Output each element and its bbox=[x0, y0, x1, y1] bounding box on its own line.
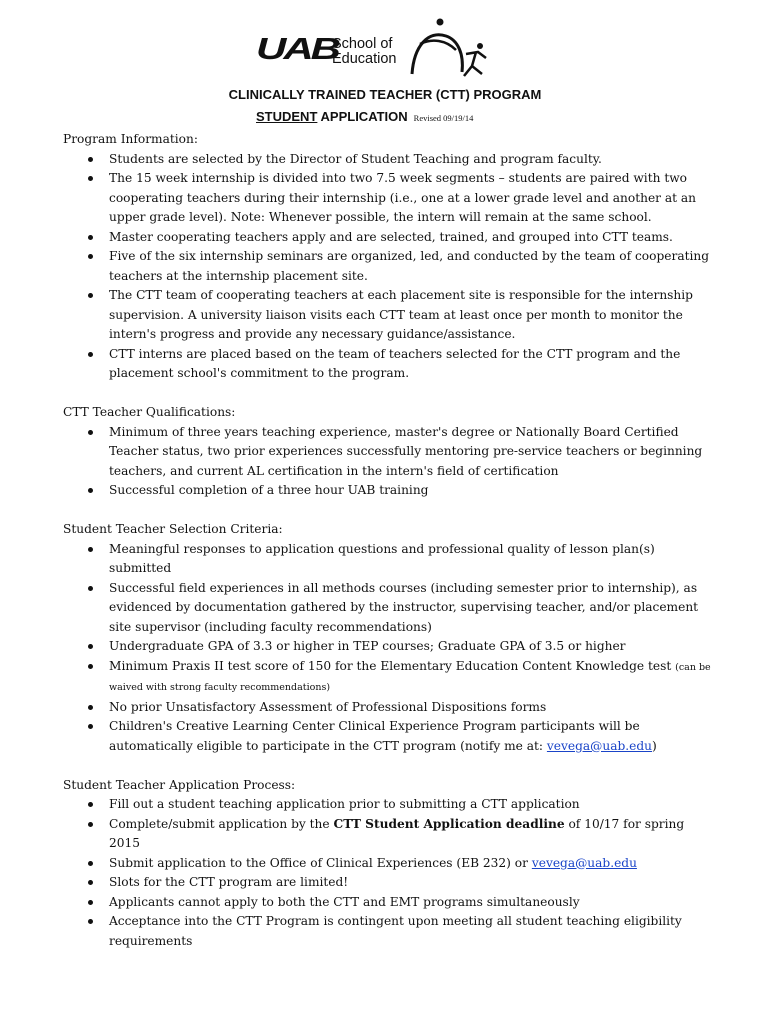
document-subtitle bbox=[256, 108, 473, 127]
email-link[interactable]: vevega@uab.edu bbox=[531, 855, 637, 870]
list-item: Applicants cannot apply to both the CTT and EMT programs simultaneously bbox=[63, 893, 713, 913]
section-title: CTT Teacher Qualifications: bbox=[63, 405, 236, 419]
list-item: Master cooperating teachers apply and are selected, trained, and grouped into CTT teams. bbox=[63, 228, 713, 248]
closing-paren: ) bbox=[652, 738, 657, 753]
logo-brand: UAB bbox=[256, 31, 338, 66]
list-item: Successful completion of a three hour UAB training bbox=[63, 481, 713, 501]
list-item: The CTT team of cooperating teachers at each placement site is responsible for the internship supervision. A university liaison visits each CTT team at least once per month to monitor the intern's progress and provide any necessary guidance/assistance. bbox=[63, 286, 713, 345]
list-item-children-center bbox=[63, 717, 713, 756]
praxis-note: (can be waived with strong faculty recommendations) bbox=[109, 661, 711, 693]
children-center-text: Children's Creative Learning Center Clinical Experience Program participants will be automatically eligible to participate in the CTT program (notify me at: bbox=[109, 719, 640, 753]
bullet-list bbox=[63, 423, 713, 501]
uab-school-of-education-logo bbox=[254, 16, 494, 82]
deadline-after: of 10/17 for spring 2015 bbox=[109, 816, 685, 850]
list-item: Meaningful responses to application questions and professional quality of lesson plan(s) submitted bbox=[63, 540, 713, 579]
list-item: The 15 week internship is divided into two 7.5 week segments – students are paired with two cooperating teachers during their internship (i.e., one at a lower grade level and another at an upper grade level). Note: Whenever possible, the intern will remain at the same school. bbox=[63, 169, 713, 228]
list-item-praxis bbox=[63, 657, 713, 698]
list-item: Successful field experiences in all methods courses (including semester prior to internship), as evidenced by documentation gathered by the instructor, supervising teacher, and/or placement site supervisor (including faculty recommendations) bbox=[63, 579, 713, 638]
list-item: Undergraduate GPA of 3.3 or higher in TEP courses; Graduate GPA of 3.5 or higher bbox=[63, 637, 713, 657]
document-title: CLINICALLY TRAINED TEACHER (CTT) PROGRAM bbox=[228, 87, 542, 102]
section-selection-criteria bbox=[63, 520, 713, 756]
logo-text bbox=[332, 37, 397, 67]
submit-text: Submit application to the Office of Clinical Experiences (EB 232) or bbox=[109, 855, 532, 870]
section-teacher-qualifications bbox=[63, 403, 713, 501]
list-item: Five of the six internship seminars are organized, led, and conducted by the team of cooperating teachers at the internship placement site. bbox=[63, 247, 713, 286]
deadline-before: Complete/submit application by the bbox=[109, 816, 334, 831]
list-item: Slots for the CTT program are limited! bbox=[63, 873, 713, 893]
list-item: Acceptance into the CTT Program is contingent upon meeting all student teaching eligibility requirements bbox=[63, 912, 713, 951]
list-item-deadline bbox=[63, 815, 713, 854]
deadline-bold: CTT Student Application deadline bbox=[333, 816, 565, 831]
logo-line-2: Education bbox=[332, 51, 397, 67]
bullet-list bbox=[63, 150, 713, 384]
section-program-information bbox=[63, 130, 713, 384]
list-item-submit bbox=[63, 854, 713, 874]
list-item: CTT interns are placed based on the team of teachers selected for the CTT program and the placement school's commitment to the program. bbox=[63, 345, 713, 384]
document-body bbox=[63, 130, 713, 951]
section-title: Student Teacher Application Process: bbox=[63, 777, 296, 792]
revised-date: Revised 09/19/14 bbox=[413, 113, 474, 123]
email-link[interactable]: vevega@uab.edu bbox=[546, 738, 653, 753]
list-item: Fill out a student teaching application prior to submitting a CTT application bbox=[63, 795, 713, 815]
logo-line-1: School of bbox=[332, 36, 393, 52]
subtitle-application: APPLICATION bbox=[317, 109, 408, 124]
list-item: Students are selected by the Director of Student Teaching and program faculty. bbox=[63, 150, 713, 170]
bullet-list bbox=[63, 795, 713, 951]
section-application-process bbox=[63, 776, 713, 952]
list-item: No prior Unsatisfactory Assessment of Professional Dispositions forms bbox=[63, 698, 713, 718]
bullet-list bbox=[63, 540, 713, 757]
leaping-figures-icon bbox=[406, 16, 488, 80]
section-title: Program Information: bbox=[63, 132, 198, 146]
section-title: Student Teacher Selection Criteria: bbox=[63, 522, 283, 536]
subtitle-student: STUDENT bbox=[256, 109, 318, 124]
list-item: Minimum of three years teaching experience, master's degree or Nationally Board Certified Teacher status, two prior experiences successfully mentoring pre-service teachers or beginning teachers, and current AL certification in the intern's field of certification bbox=[63, 423, 713, 482]
praxis-text: Minimum Praxis II test score of 150 for the Elementary Education Content Knowledge test bbox=[109, 658, 676, 673]
